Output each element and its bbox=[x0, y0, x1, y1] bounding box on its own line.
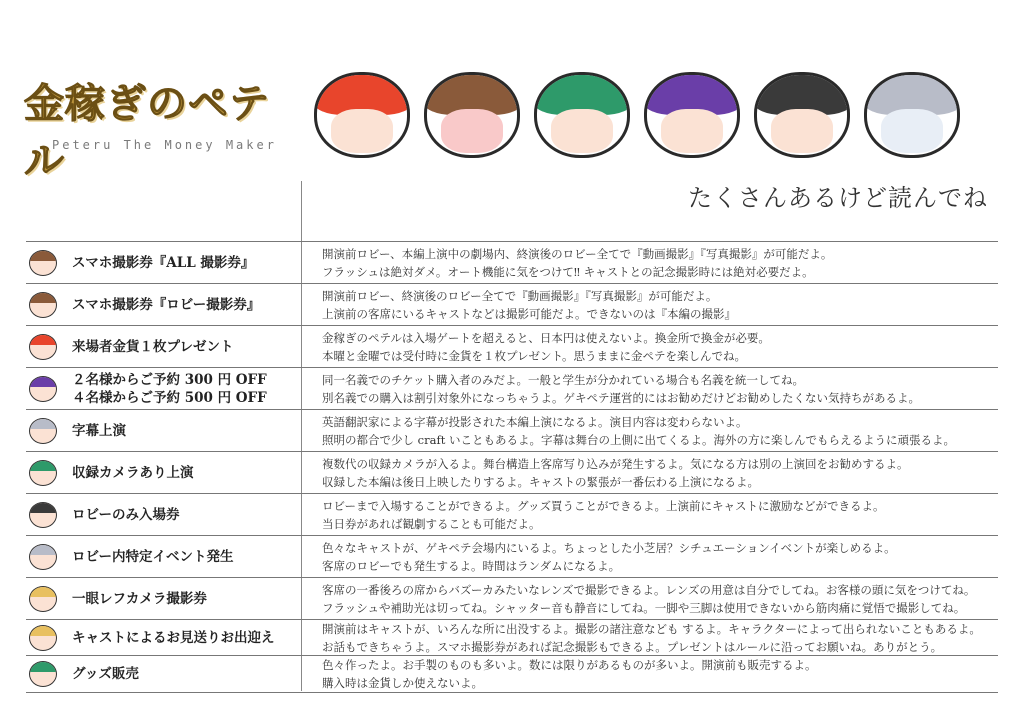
row-label-line: ２名様からご予約 300 円 OFF bbox=[72, 372, 267, 388]
logo bbox=[22, 72, 302, 184]
description-line: 別名義での購入は割引対象外になっちゃうよ。ゲキペテ運営的にはお勧めだけどお勧めしたくない気持ちがあるよ。 bbox=[322, 391, 920, 405]
description-line: 収録した本編は後日上映したりするよ。キャストの緊張が一番伝わる上演になるよ。 bbox=[322, 475, 759, 489]
description-line: 英語翻訳家による字幕が投影された本編上演になるよ。演目内容は変わらないよ。 bbox=[322, 415, 748, 429]
row-description bbox=[322, 455, 909, 491]
row-description bbox=[322, 497, 884, 533]
description-line: 購入時は金貨しか使えないよ。 bbox=[322, 676, 483, 690]
table-row bbox=[26, 619, 998, 656]
character-face-icon bbox=[644, 72, 740, 158]
table-row bbox=[26, 409, 998, 452]
character-face-icon bbox=[424, 72, 520, 158]
description-line: フラッシュや補助光は切ってね。シャッター音も静音にしてね。一脚や三脚は使用できないから筋肉痛に覚悟で撮影してね。 bbox=[322, 601, 966, 615]
row-label bbox=[72, 548, 233, 566]
table-row bbox=[26, 493, 998, 536]
character-face-icon bbox=[29, 376, 57, 402]
row-label bbox=[72, 422, 126, 440]
description-line: 開演前ロビー、終演後のロビー全てで『動画撮影』『写真撮影』が可能だよ。 bbox=[322, 289, 718, 303]
character-lineup bbox=[308, 60, 984, 160]
description-line: 客席の一番後ろの席からバズーカみたいなレンズで撮影できるよ。レンズの用意は自分でしてね。お客様の頭に気をつけてね。 bbox=[322, 583, 976, 597]
description-line: 色々作ったよ。お手製のものも多いよ。数には限りがあるものが多いよ。開演前も販売するよ。 bbox=[322, 658, 817, 672]
row-label-line: ４名様からご予約 500 円 OFF bbox=[72, 390, 267, 406]
row-description bbox=[322, 245, 832, 281]
character-face-icon bbox=[29, 418, 57, 444]
character-face-icon bbox=[29, 625, 57, 651]
row-label-line: ロビー内特定イベント発生 bbox=[72, 549, 234, 565]
table-row bbox=[26, 451, 998, 494]
character-face-icon bbox=[29, 544, 57, 570]
table-row bbox=[26, 241, 998, 284]
row-description bbox=[322, 581, 975, 617]
character-face-icon bbox=[29, 661, 57, 687]
row-description bbox=[322, 620, 981, 656]
character-face-icon bbox=[29, 460, 57, 486]
table-row bbox=[26, 577, 998, 620]
row-label bbox=[72, 254, 254, 272]
row-label-line: グッズ販売 bbox=[72, 666, 139, 682]
row-label-line: 来場者金貨１枚プレゼント bbox=[72, 339, 234, 355]
table-row bbox=[26, 325, 998, 368]
row-label-line: キャストによるお見送りお出迎え bbox=[72, 630, 275, 646]
row-label bbox=[72, 371, 267, 407]
table-row bbox=[26, 535, 998, 578]
row-label-line: スマホ撮影券『ALL 撮影券』 bbox=[72, 255, 255, 271]
row-label bbox=[72, 629, 275, 647]
description-line: 当日券があれば観劇することも可能だよ。 bbox=[322, 517, 541, 531]
row-description bbox=[322, 371, 920, 407]
row-label-line: ロビーのみ入場券 bbox=[72, 507, 180, 523]
row-description bbox=[322, 413, 955, 449]
description-line: 金稼ぎのペテルは入場ゲートを超えると、日本円は使えないよ。換金所で換金が必要。 bbox=[322, 331, 770, 345]
tagline: たくさんあるけど読んでね bbox=[688, 184, 988, 212]
row-label-line: 収録カメラあり上演 bbox=[72, 465, 194, 481]
row-description bbox=[322, 656, 817, 692]
logo-subtitle: Peteru The Money Maker bbox=[52, 138, 277, 152]
description-line: 開演前ロビー、本編上演中の劇場内、終演後のロビー全てで『動画撮影』『写真撮影』が可能だよ。 bbox=[322, 247, 833, 261]
row-label bbox=[72, 506, 179, 524]
description-line: 客席のロビーでも発生するよ。時間はランダムになるよ。 bbox=[322, 559, 621, 573]
description-line: 色々なキャストが、ゲキペテ会場内にいるよ。ちょっとした小芝居？シチュエーションイベントが楽しめるよ。 bbox=[322, 541, 896, 555]
description-line: 複数代の収録カメラが入るよ。舞台構造上客席写り込みが発生するよ。気になる方は別の上演回をお勧めするよ。 bbox=[322, 457, 909, 471]
table-row bbox=[26, 655, 998, 693]
row-label-line: 一眼レフカメラ撮影券 bbox=[72, 591, 207, 607]
character-face-icon bbox=[534, 72, 630, 158]
row-label bbox=[72, 338, 233, 356]
row-label bbox=[72, 296, 260, 314]
character-face-icon bbox=[754, 72, 850, 158]
description-line: 開演前はキャストが、いろんな所に出没するよ。撮影の諸注意なども するよ。キャラクターによって出られないこともあるよ。 bbox=[322, 622, 981, 636]
row-description bbox=[322, 539, 896, 575]
character-face-icon bbox=[29, 586, 57, 612]
row-label bbox=[72, 590, 207, 608]
character-face-icon bbox=[29, 502, 57, 528]
character-face-icon bbox=[29, 334, 57, 360]
description-line: フラッシュは絶対ダメ。オート機能に気をつけて‼ キャストとの記念撮影時には絶対必要だよ。 bbox=[322, 265, 814, 279]
row-description bbox=[322, 287, 736, 323]
table-row bbox=[26, 283, 998, 326]
character-face-icon bbox=[29, 292, 57, 318]
character-face-icon bbox=[29, 250, 57, 276]
description-line: お話もできちゃうよ。スマホ撮影券があれば記念撮影もできるよ。プレゼントはルールに沿ってお願いね。ありがとう。 bbox=[322, 640, 943, 654]
row-label-line: スマホ撮影券『ロビー撮影券』 bbox=[72, 297, 261, 313]
row-label-line: 字幕上演 bbox=[72, 423, 126, 439]
table-row bbox=[26, 367, 998, 410]
description-line: 本曜と金曜では受付時に金貨を１枚プレゼント。思うままに金ペテを楽しんでね。 bbox=[322, 349, 747, 363]
description-line: ロビーまで入場することができるよ。グッズ買うことができるよ。上演前にキャストに激励などができるよ。 bbox=[322, 499, 885, 513]
description-line: 照明の都合で少し craft いこともあるよ。字幕は舞台の上側に出てくるよ。海外の方に楽しんでもらえるように頑張るよ。 bbox=[322, 433, 955, 447]
description-line: 上演前の客席にいるキャストなどは撮影可能だよ。できないのは『本編の撮影』 bbox=[322, 307, 736, 321]
row-description bbox=[322, 329, 770, 365]
row-label bbox=[72, 665, 139, 683]
character-face-icon bbox=[864, 72, 960, 158]
description-line: 同一名義でのチケット購入者のみだよ。一般と学生が分かれている場合も名義を統一してね。 bbox=[322, 373, 804, 387]
logo-title: 金稼ぎのペテル bbox=[24, 80, 270, 184]
row-label bbox=[72, 464, 194, 482]
character-face-icon bbox=[314, 72, 410, 158]
